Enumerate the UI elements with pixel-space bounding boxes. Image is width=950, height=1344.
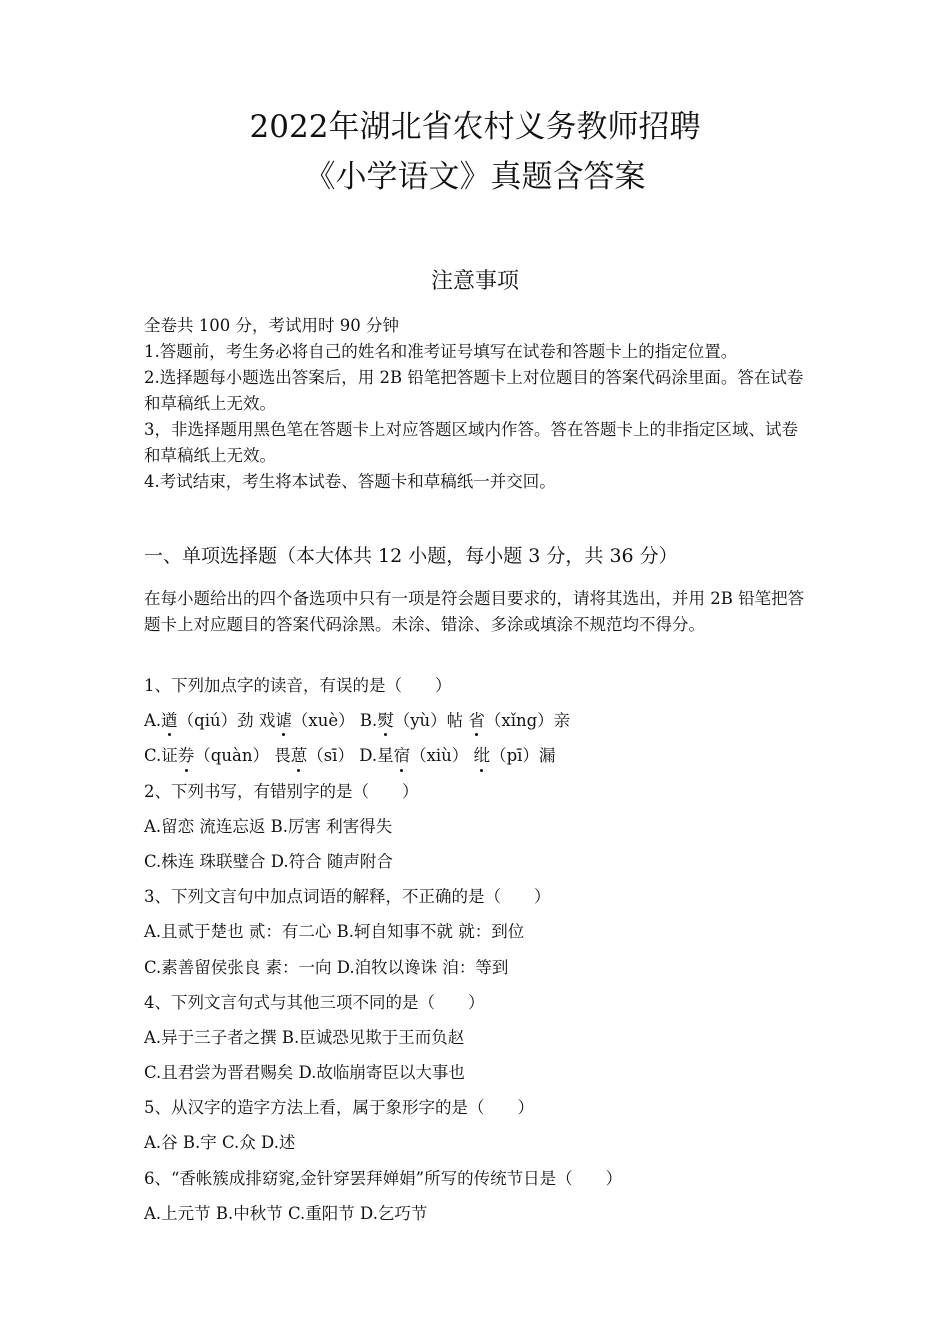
- question-list: [144, 668, 824, 1231]
- notice-line: 全卷共 100 分，考试用时 90 分钟: [144, 316, 399, 335]
- option-text: （quàn） 畏: [194, 746, 291, 766]
- question-5-stem: 5、从汉字的造字方法上看，属于象形字的是（ ）: [144, 1098, 534, 1118]
- dotted-char: 谑: [275, 703, 292, 738]
- option-text: （qiú）劲 戏: [177, 711, 276, 731]
- dotted-char: 纰: [474, 738, 491, 773]
- question-5-options: A.谷 B.宇 C.众 D.述: [144, 1133, 296, 1153]
- question-6-stem: 6、“香帐簇成排窈窕,金针穿罢拜婵娟”所写的传统节日是（ ）: [144, 1168, 623, 1188]
- question-4-stem: 4、下列文言句式与其他三项不同的是（ ）: [144, 992, 485, 1012]
- notice-line: 4.考试结束，考生将本试卷、答题卡和草稿纸一并交回。: [144, 472, 556, 491]
- dotted-char: 宿: [394, 738, 411, 773]
- question-3-options-ab: A.且贰于楚也 贰：有二心 B.轲自知事不就 就：到位: [144, 922, 525, 942]
- dotted-char: 熨: [377, 703, 394, 738]
- notice-line: 1.答题前，考生务必将自己的姓名和准考证号填写在试卷和答题卡上的指定位置。: [144, 342, 738, 361]
- question-3-options-cd: C.素善留侯张良 素：一向 D.洎牧以谗诛 洎：等到: [144, 957, 509, 977]
- notice-line: 2.选择题每小题选出答案后，用 2B 铅笔把答题卡上对位题目的答案代码涂里面。答在试卷和草稿纸上无效。: [144, 368, 804, 413]
- option-text: （xiù）: [410, 746, 474, 766]
- option-text: （sī） D.星: [307, 746, 394, 766]
- option-text: （pī）漏: [490, 746, 556, 766]
- question-4-options-cd: C.且君尝为晋君赐矣 D.故临崩寄臣以大事也: [144, 1063, 465, 1083]
- dotted-char: 券: [178, 738, 195, 773]
- option-text: A.: [144, 711, 162, 731]
- section-instruction: [144, 586, 814, 638]
- question-1-options-cd: [144, 738, 824, 773]
- question-2-options-ab: A.留恋 流连忘返 B.厉害 利害得失: [144, 816, 393, 836]
- instruction-text: 在每小题给出的四个备选项中只有一项是符会题目要求的，请将其选出，并用 2B 铅笔把答题卡上对应题目的答案代码涂黑。未涂、错涂、多涂或填涂不规范均不得分。: [144, 589, 805, 634]
- dotted-char: 葸: [291, 738, 308, 773]
- dotted-char: 遒: [161, 703, 178, 738]
- option-text: （xuè） B.: [291, 711, 378, 731]
- option-text: （yù）帖: [393, 711, 469, 731]
- question-6-options: A.上元节 B.中秋节 C.重阳节 D.乞巧节: [144, 1203, 428, 1223]
- question-1-stem: 1、下列加点字的读音，有误的是（ ）: [144, 676, 452, 695]
- notice-heading: 注意事项: [430, 269, 519, 294]
- option-text: C.证: [144, 746, 178, 766]
- question-1-options-ab: [144, 703, 824, 738]
- section-heading: 一、单项选择题（本大体共 12 小题，每小题 3 分，共 36 分）: [144, 545, 678, 567]
- notice-line: 3，非选择题用黑色笔在答题卡上对应答题区域内作答。答在答题卡上的非指定区域、试卷和草稿纸上无效。: [144, 420, 798, 465]
- dotted-char: 省: [468, 703, 485, 738]
- document-title-line1: 2022年湖北省农村义务教师招聘: [249, 109, 701, 145]
- question-3-stem: 3、下列文言句中加点词语的解释，不正确的是（ ）: [144, 887, 551, 907]
- question-4-options-ab: A.异于三子者之撰 B.臣诚恐见欺于王而负赵: [144, 1027, 465, 1047]
- option-text: （xǐng）亲: [484, 711, 571, 731]
- notice-list: [144, 313, 814, 495]
- document-title-line2: 《小学语文》真题含答案: [304, 159, 646, 195]
- question-2-stem: 2、下列书写，有错别字的是（ ）: [144, 781, 419, 801]
- question-2-options-cd: C.株连 珠联璧合 D.符合 随声附合: [144, 851, 393, 871]
